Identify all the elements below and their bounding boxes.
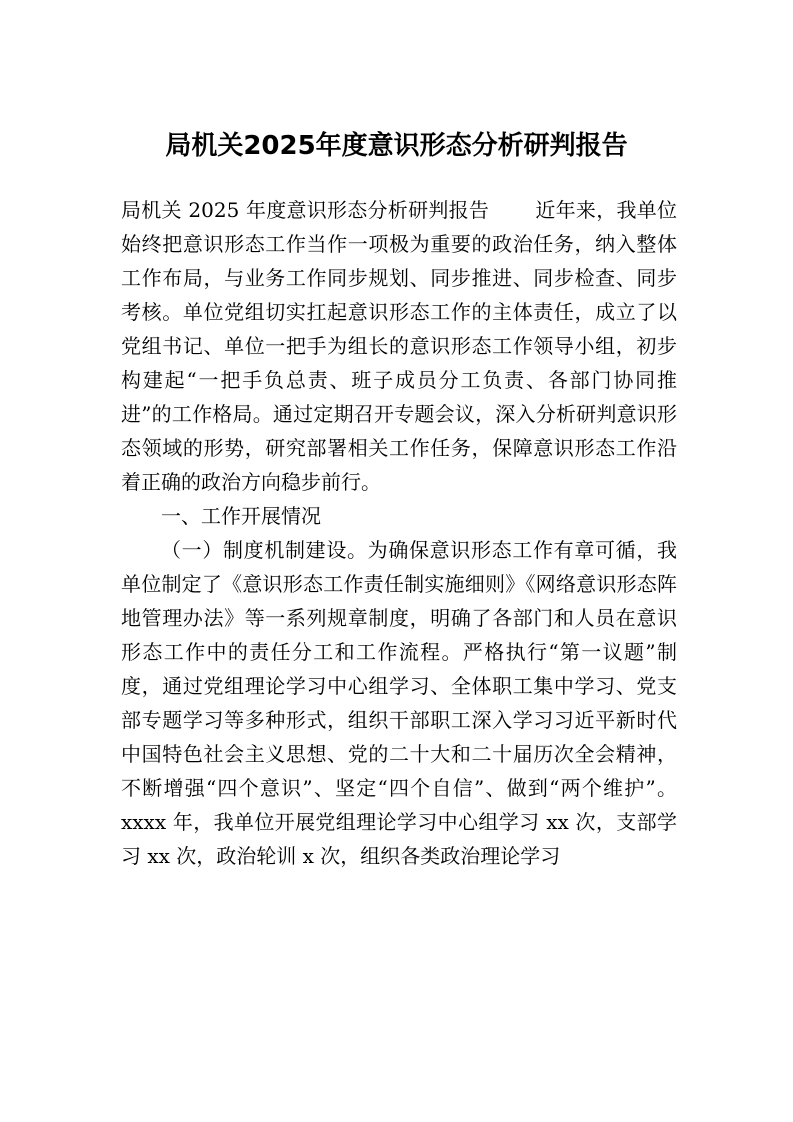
intro-paragraph: [121, 193, 677, 499]
section-heading: 一、工作开展情况: [161, 504, 321, 528]
document-body: [121, 193, 677, 873]
paragraph-1-text: 近年来，我单位始终把意识形态工作当作一项极为重要的政治任务，纳入整体工作布局，与业务工作同步规划、同步推进、同步检查、同步考核。单位党组切实扛起意识形态工作的主体责任，成立了以党组书记、单位一把手为组长的意识形态工作领导小组，初步构建起“一把手负总责、班子成员分工负责、各部门协同推进”的工作格局。通过定期召开专题会议，深入分析研判意识形态领域的形势，研究部署相关工作任务，保障意识形态工作沿着正确的政治方向稳步前行。: [121, 198, 677, 494]
document-title: 局机关2025年度意识形态分析研判报告: [165, 131, 628, 161]
intro-heading: 局机关 2025 年度意识形态分析研判报告: [121, 198, 490, 222]
paragraph-2: （一）制度机制建设。为确保意识形态工作有章可循，我单位制定了《意识形态工作责任制实施细则》《网络意识形态阵地管理办法》等一系列规章制度，明确了各部门和人员在意识形态工作中的责任分工和工作流程。严格执行“第一议题”制度，通过党组理论学习中心组学习、全体职工集中学习、党支部专题学习等多种形式，组织干部职工深入学习习近平新时代中国特色社会主义思想、党的二十大和二十届历次全会精神，不断增强“四个意识”、坚定“四个自信”、做到“两个维护”。xxxx 年，我单位开展党组理论学习中心组学习 xx 次，支部学习 xx 次，政治轮训 x 次，组织各类政治理论学习: [121, 538, 677, 868]
